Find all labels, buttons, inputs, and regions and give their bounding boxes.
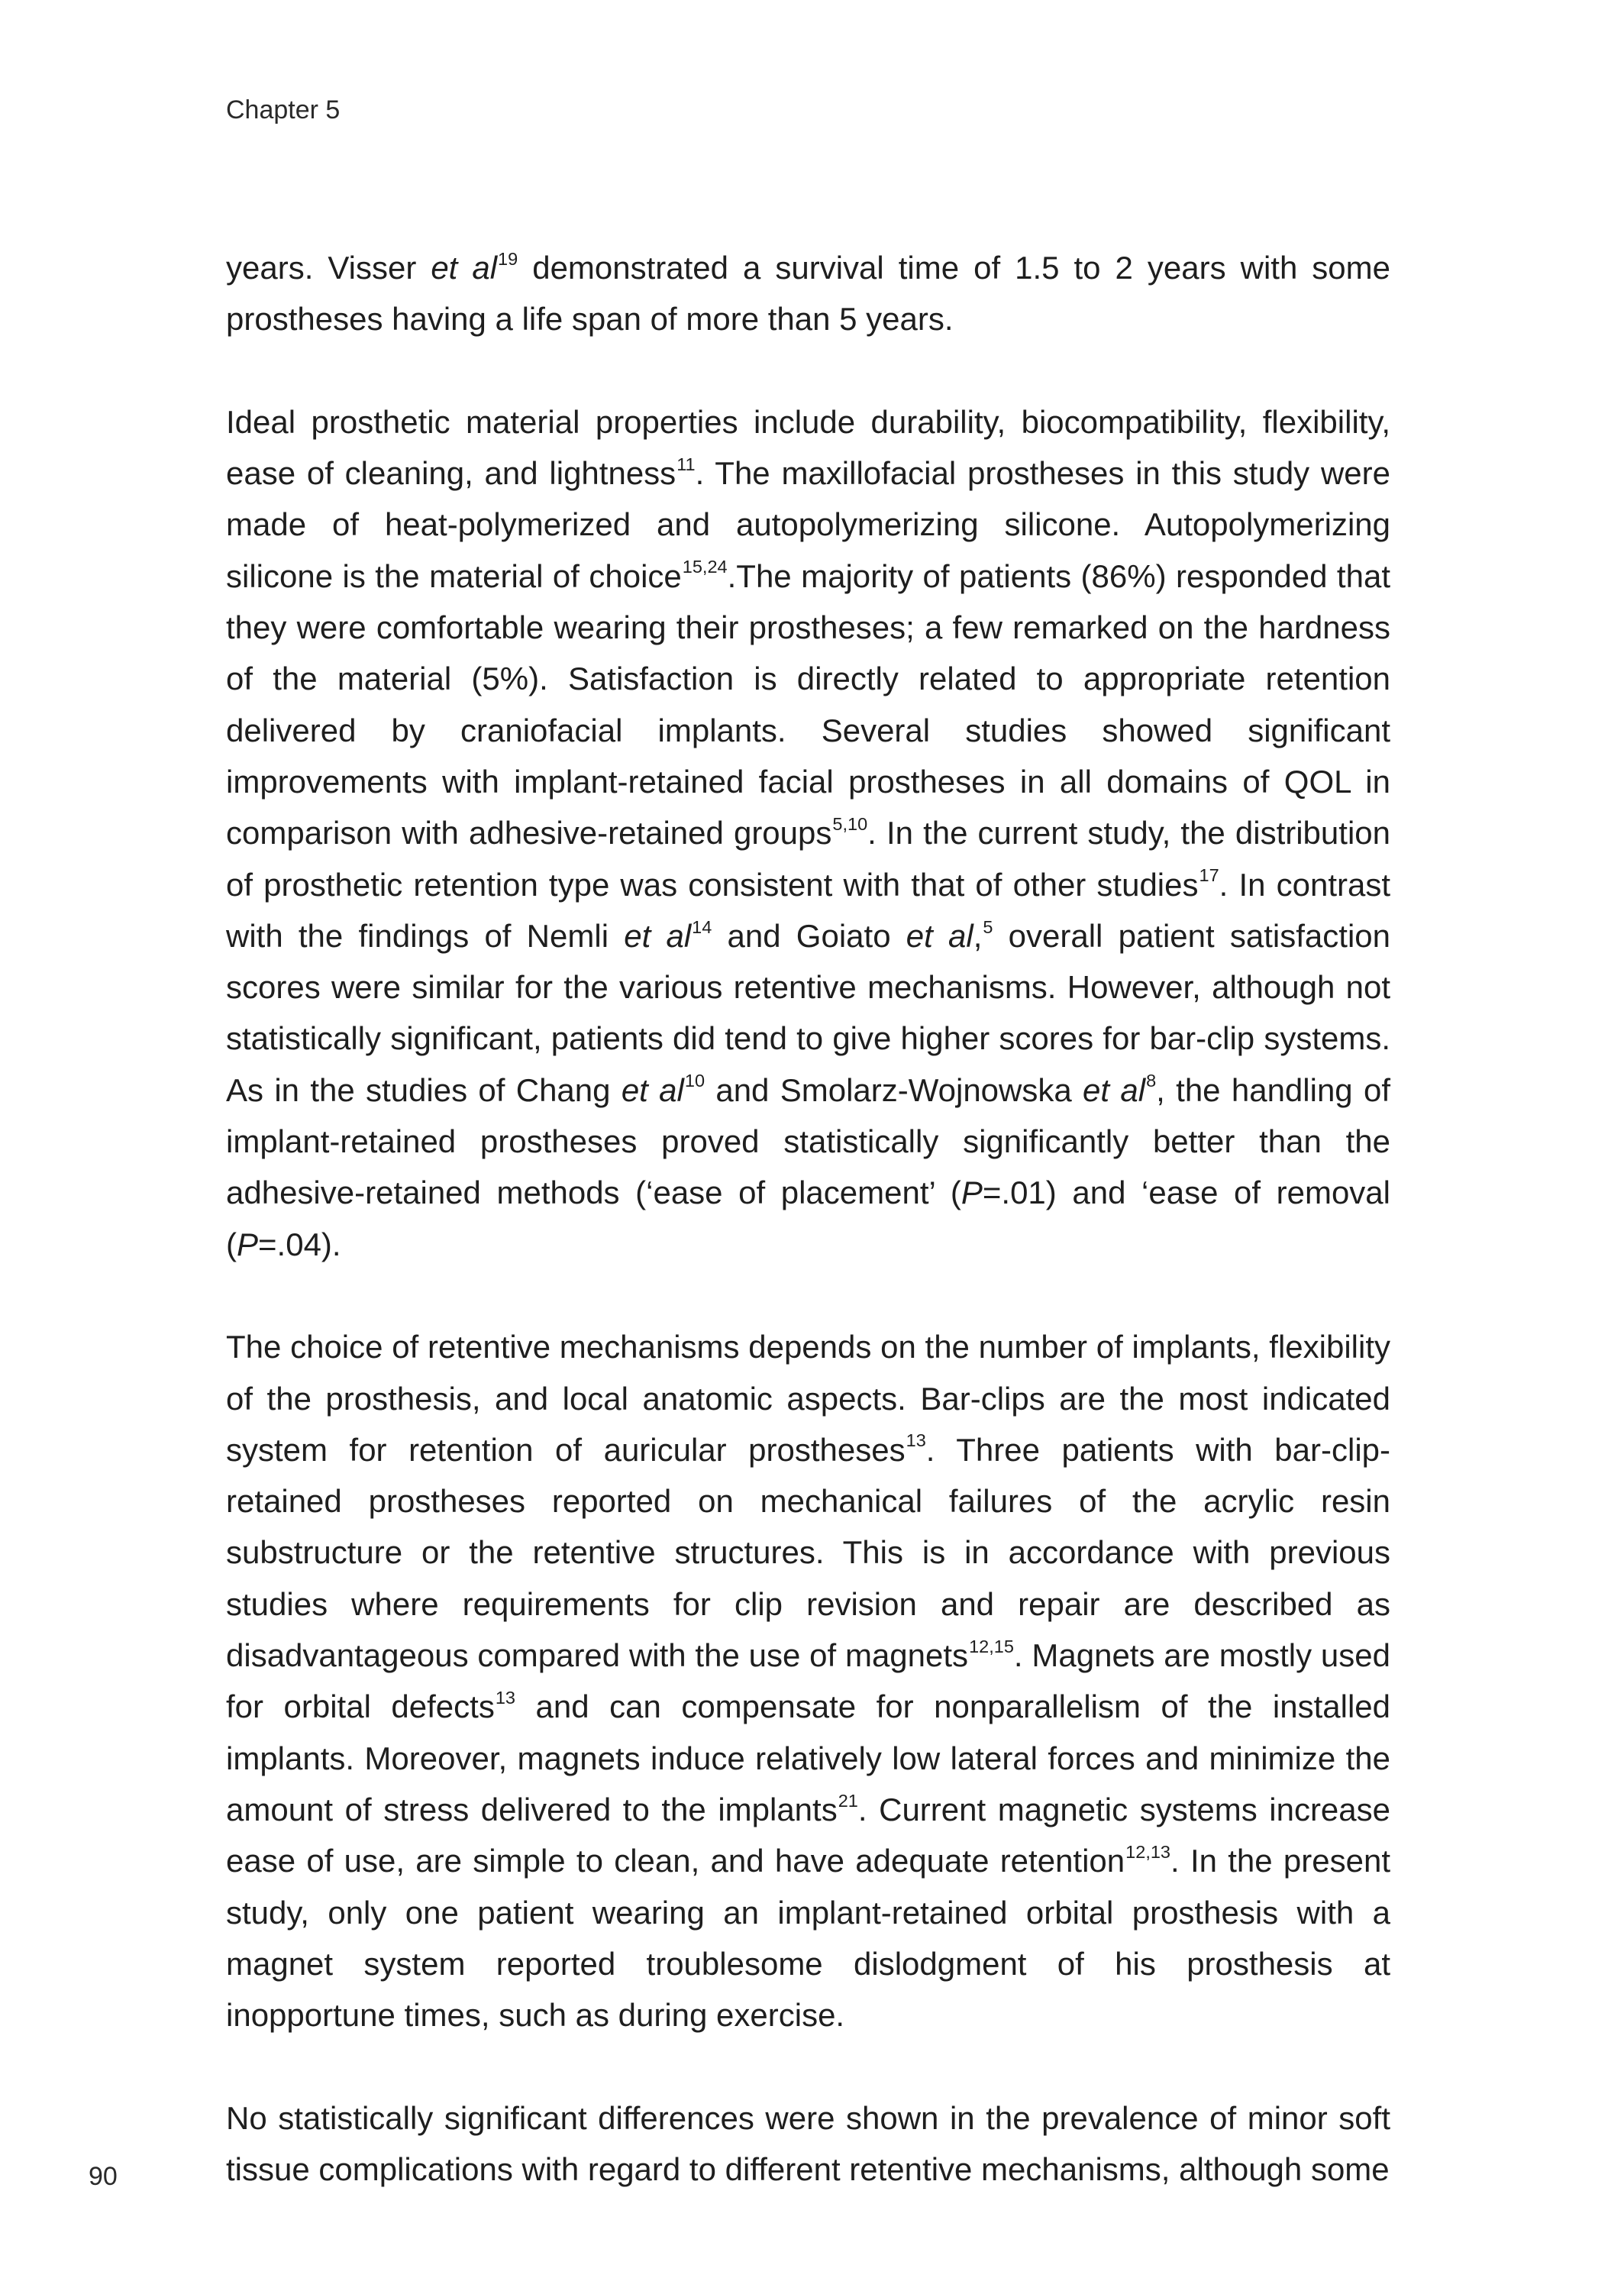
text-run: and Smolarz-Wojnowska	[705, 1071, 1083, 1108]
citation-ref: 8	[1146, 1071, 1157, 1091]
text-run: . In the current study, the distribution of prosthetic retention type was consistent with that of other studies	[226, 815, 1390, 903]
text-run: , the handling of implant-retained prostheses proved statistically significantly better than the adhesive-retained methods (‘ease of placement’ (	[226, 1071, 1390, 1211]
citation-ref: 12,15	[969, 1636, 1014, 1656]
italic-run: et al	[1083, 1071, 1146, 1108]
italic-run: P	[237, 1226, 259, 1262]
text-run: overall patient satisfaction scores were similar for the various retentive mechanisms. However, although not statistically significant, patients did tend to give higher scores for bar-clip systems. As in the studies of Chang	[226, 917, 1390, 1108]
italic-run: P	[961, 1175, 983, 1211]
paragraph-2	[226, 396, 1390, 1270]
page-number: 90	[89, 2162, 118, 2191]
running-head: Chapter 5	[226, 95, 341, 124]
text-run: demonstrated a survival time of 1.5 to 2 years with some prostheses having a life span of more than 5 years.	[226, 250, 1391, 338]
citation-ref: 10	[684, 1071, 705, 1091]
citation-ref: 13	[906, 1430, 926, 1451]
italic-run: et al	[431, 250, 498, 286]
citation-ref: 21	[838, 1790, 858, 1811]
text-run: .The majority of patients (86%) responded that they were comfortable wearing their prostheses; a few remarked on the hardness of the material (5%). Satisfaction is directly related to appropriate retention delivered by craniofacial implants. Several studies showed significant improvements with implant-retained facial prostheses in all domains of QOL in comparison with adhesive-retained groups	[226, 557, 1390, 851]
citation-ref: 14	[692, 916, 712, 937]
text-run: Ideal prosthetic material properties include durability, biocompatibility, flexibility, ease of cleaning, and lightness	[226, 403, 1390, 492]
text-run: . Three patients with bar-clip-retained prostheses reported on mechanical failures of the acrylic resin substructure or the retentive structures. This is in accordance with previous studies where requirements for clip revision and repair are described as disadvantageous compared with the use of magnets	[226, 1431, 1390, 1674]
text-run: =.01) and ‘ease of removal (	[226, 1175, 1390, 1262]
body-text	[226, 242, 1390, 2195]
italic-run: et al	[906, 917, 973, 954]
citation-ref: 19	[498, 248, 518, 269]
text-run: ,	[973, 917, 983, 954]
text-run: and Goiato	[712, 917, 906, 954]
text-run: . In contrast with the findings of Nemli	[226, 866, 1391, 954]
citation-ref: 11	[676, 454, 696, 474]
paragraph-3	[226, 1321, 1390, 2041]
text-run: . In the present study, only one patient wearing an implant-retained orbital prosthesis with a magnet system reported troublesome dislodgment of his prosthesis at inopportune times, such as during exercise.	[226, 1843, 1390, 2034]
paragraph-1	[226, 242, 1390, 345]
citation-ref: 5,10	[832, 813, 868, 834]
text-run: . Current magnetic systems increase ease of use, are simple to clean, and have adequate retention	[226, 1791, 1391, 1879]
italic-run: et al	[621, 1071, 684, 1108]
citation-ref: 17	[1199, 865, 1219, 886]
citation-ref: 5	[983, 916, 993, 937]
text-run: . The maxillofacial prostheses in this study were made of heat-polymerized and autopolymerizing silicone. Autopolymerizing silicone is the material of choice	[226, 455, 1390, 594]
citation-ref: 12,13	[1125, 1841, 1171, 1862]
italic-run: et al	[624, 917, 692, 954]
text-run: =.04).	[258, 1226, 341, 1262]
text-run: No statistically significant differences were shown in the prevalence of minor soft tissue complications with regard to different retentive mechanisms, although some	[226, 2099, 1390, 2187]
text-run: The choice of retentive mechanisms depends on the number of implants, flexibility of the prosthesis, and local anatomic aspects. Bar-clips are the most indicated system for retention of auricular prostheses	[226, 1329, 1390, 1468]
text-run: . Magnets are mostly used for orbital defects	[226, 1637, 1390, 1725]
citation-ref: 13	[495, 1687, 516, 1708]
text-run: years. Visser	[226, 250, 431, 286]
paragraph-4	[226, 2092, 1390, 2196]
citation-ref: 15,24	[682, 557, 728, 577]
text-run: and can compensate for nonparallelism of the installed implants. Moreover, magnets induce relatively low lateral forces and minimize the amount of stress delivered to the implants	[226, 1688, 1390, 1827]
